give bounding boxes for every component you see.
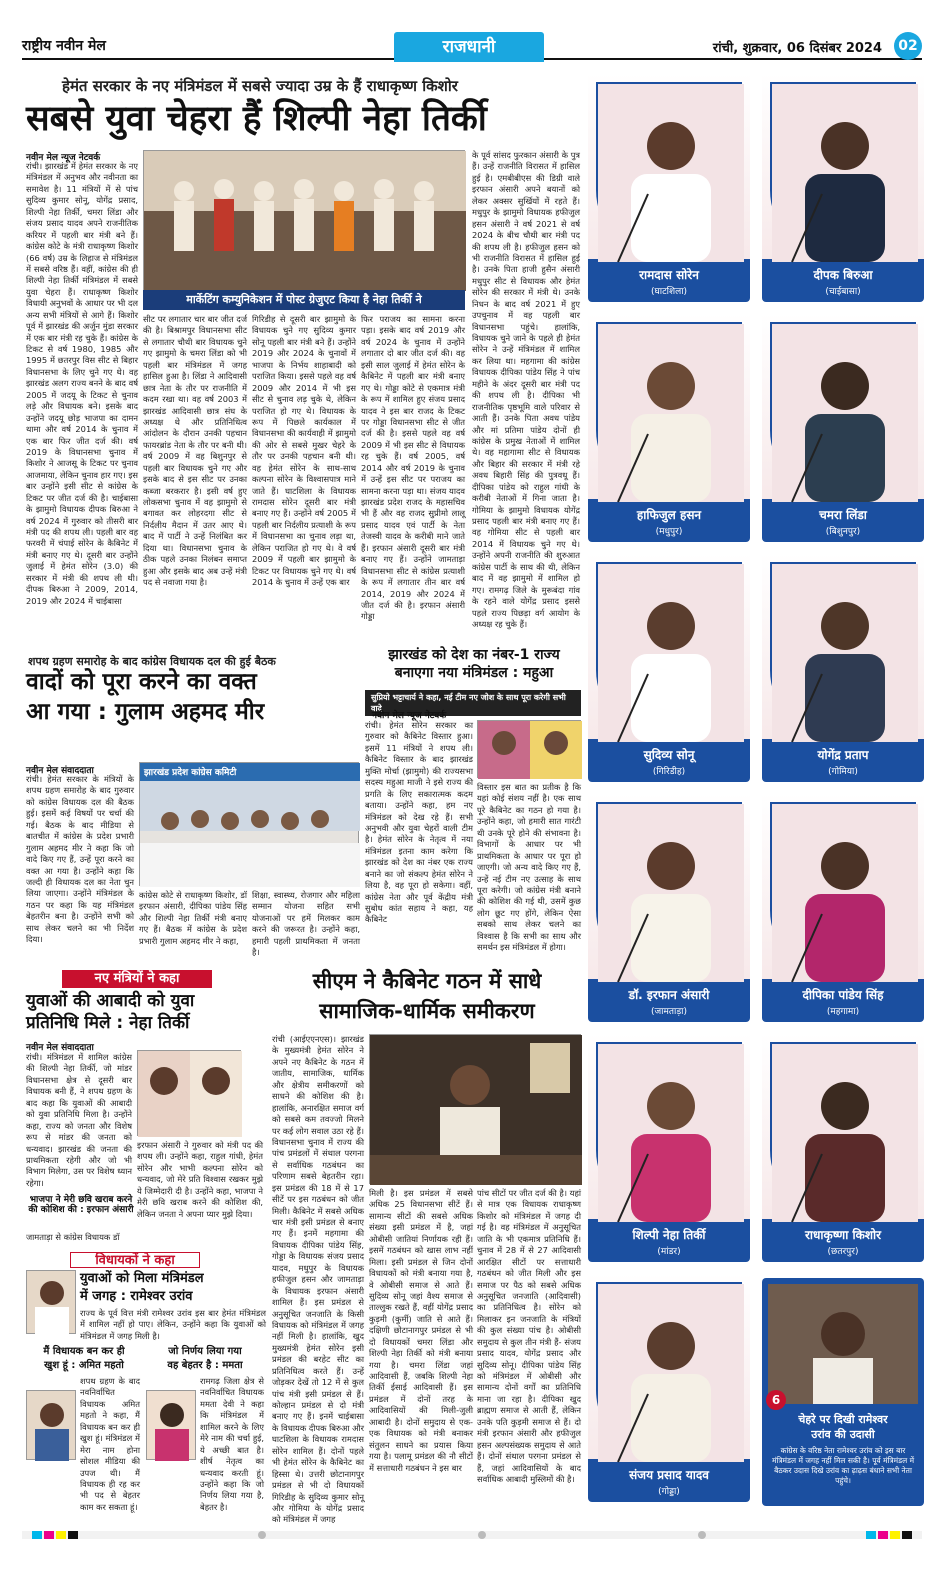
minister-portrait-illustration [772, 804, 918, 982]
story4-subhead: भाजपा ने मेरी छवि खराब करने की कोशिश की : इरफान अंसारी [28, 1195, 134, 1215]
story8-column-3: पांच सीटों पर जीत दर्ज की है। यहां से मात्र एक विधायक राधाकृष्ण किशोर को मंत्रिमंडल में जगह दी गई है। वह मंत्रिमंडल में अनुसूचित जाति के भी एकमात्र प्रतिनिधि हैं। चुनाव में 28 में से 27 आदिवासी आरक्षित सीटों पर सत्ताधारी गठबंधन को जीत मिली और इस समाज पर पैठ को सबसे अधिक अनुसूचित जनजाति (आदिवासी) का प्रतिनिधित्व है। सोरेन को मिलाकर इन जनजाति के मंत्रियों की कुल संख्या पांच है। ओबीसी समुदाय से कुल तीन मंत्री हैं- संजय प्रसाद यादव, योगेंद्र प्रसाद और सुदिव्य सोनू। दीपिका पांडेय सिंह को मंत्रिमंडल में ओबीसी और सामान्य दोनों वर्गों का प्रतिनिधि माना जा रहा है। दीपिका खुद ब्राह्मण समाज से आती हैं, लेकिन उनके पति कुड़मी समाज से हैं। दो मंत्री इरफान अंसारी और हफीजुल हसन अल्पसंख्यक समुदाय से आते हैं। दोनों संथाल परगना प्रमंडल से हैं, जहां आदिवासियों के बाद सर्वाधिक आबादी मुस्लिमों की है। [477, 1188, 581, 1484]
story8-headline-1: सीएम ने कैबिनेट गठन में साधे [312, 969, 542, 993]
rameshwar-photo-illustration [768, 1284, 918, 1404]
portraits-illustration [478, 721, 582, 779]
story3-column-2: विस्तार इस बात का प्रतीक है कि यहां कोई संशय नहीं है। एक साथ पूरे कैबिनेट का गठन हो गया है। उन्होंने कहा, जो हमारी सात गारंटी थी उनके पूरे होने की संभावना है। विभागों के आधार पर भी प्राथमिकता के आधार पर पूरा हो जाएगी। जो अन्य वादे किए गए हैं, उन्हें नई टीम नए उत्साह के साथ पूरा करेगी। जो कांग्रेस मंत्री बनाने की कोशिश की गई थी, उसमें कुछ लोग छूट गए होंगे, लेकिन ऐसा सबको साथ लेकर चलने का विश्वास है कि सभी का साथ और समर्थन इस मंत्रिमंडल में होगा। [477, 782, 581, 953]
minister-constituency: (गिरिडीह) [652, 767, 686, 777]
minister-name: रामदास सोरेन [639, 268, 699, 282]
minister-photo [596, 802, 742, 980]
story4-photo [137, 1050, 241, 1136]
story8-column-2: मिली है। इस प्रमंडल में सबसे अधिक 25 विधानसभा सीटें हैं। सामान्य सीटों की सबसे अधिक संख्या इसी प्रमंडल में है, जहां ओबीसी जातियां निर्णायक रही हैं। इसमें गठबंधन को खास लाभ नहीं मिला। इसी प्रमंडल से जिन दोनों विधायकों को मंत्री बनाया गया है, वे ओबीसी समाज से आते हैं। सुदिव्य सोनू जहां वैश्य समाज से ताल्लुक रखते हैं, वहीं योगेंद्र प्रसाद कुड़मी (कुर्मी) जाति से आते हैं। दक्षिणी छोटानागपुर प्रमंडल से भी दो विधायकों चमरा लिंडा और शिल्पी नेहा तिर्की को मंत्री बनाया गया है। चमरा लिंडा जहां आदिवासी हैं, जबकि शिल्पी नेहा तिर्की ईसाई आदिवासी हैं। इस प्रमंडल में दोनों तरह के आदिवासियों की मिली-जुली आबादी है। दोनों समुदाय से एक-एक विधायक को मंत्री बनाकर संतुलन साधने का प्रयास किया गया है। पलामू प्रमंडल की नौ सीटों में सत्ताधारी गठबंधन ने इस बार [369, 1188, 473, 1473]
section-tab: राजधानी [394, 32, 544, 62]
minister-name: दीपिका पांडेय सिंह [802, 988, 884, 1002]
story2-column-3: शिक्षा, स्वास्थ्य, रोजगार और महिला सम्मान योजना सहित सभी योजनाओं पर हमें मिलकर काम करने की जरूरत है। उन्होंने कहा, हमारी पहली प्राथमिकता में जनता है। [252, 890, 360, 958]
story2-column-2: कांग्रेस कोटे से राधाकृष्ण किशोर, डॉ इरफान अंसारी, दीपिका पांडेय सिंह और शिल्पी नेहा तिर्की मंत्री बनाए गए हैं। बैठक में कांग्रेस के प्रदेश प्रभारी गुलाम अहमद मीर ने कहा, [139, 890, 247, 946]
minister-photo [596, 1042, 742, 1220]
portrait-mamta [147, 1391, 197, 1461]
minister-photo [770, 322, 916, 500]
minister-portrait-illustration [772, 564, 918, 742]
minister-name: डॉ. इरफान अंसारी [628, 988, 710, 1002]
lead-column-4: फिर पराजय का सामना करना पड़ा। इसके बाद वर्ष 2019 और वर्ष 2024 के चुनाव में उन्होंने लगातार दो बार जीत दर्ज की। वह इसी साल जुलाई में हेमंत सोरेन के कैबिनेट में पहली बार मंत्री बनाए गए थे। गोड्डा कोटे से एकमात्र मंत्री के रूप में शामिल हुए संजय प्रसाद यादव ने इस बार राजद के टिकट पर गोड्डा विधानसभा सीट से जीत दर्ज की है। इससे पहले वह वर्ष 2009 में भी इस सीट से विधायक रह चुके हैं। वर्ष 2005, वर्ष 2014 और वर्ष 2019 के चुनाव में उन्हें इस सीट पर पराजय का सामना करना पड़ा था। संजय यादव झारखंड प्रदेश राजद के महासचिव भी हैं और वह राजद सुप्रीमो लालू प्रसाद यादव एवं पार्टी के नेता तेजस्वी यादव के करीबी माने जाते हैं। इरफान अंसारी दूसरी बार मंत्री बनाए गए हैं। उन्होंने जामताड़ा विधानसभा सीट से कांग्रेस प्रत्याशी के रूप में लगातार तीन बार वर्ष 2014, 2019 और 2024 में जीत दर्ज की है। इरफान अंसारी गोड्डा [361, 314, 465, 622]
minister-name: संजय प्रसाद यादव [629, 1468, 709, 1482]
lead-byline: नवीन मेल न्यूज नेटवर्क [26, 153, 101, 163]
minister-card [762, 74, 924, 302]
minister-constituency: (जामताड़ा) [650, 1007, 688, 1017]
story4-headline-1: युवाओं की आबादी को युवा [26, 991, 195, 1011]
lead-headline: सबसे युवा चेहरा हैं शिल्पी नेहा तिर्की [26, 99, 487, 139]
story3-byline: नवीन मेल न्यूज नेटवर्क [372, 711, 447, 721]
minister-constituency: (गोमिया) [828, 767, 858, 777]
lead-kicker: हेमंत सरकार के नए मंत्रिमंडल में सबसे ज्यादा उम्र के हैं राधाकृष्ण किशोर [62, 77, 458, 95]
lead-photo [143, 150, 465, 290]
portrait-rameshwar [27, 1271, 77, 1335]
minister-card [588, 314, 750, 542]
lead-column-1: रांची। झारखंड में हेमंत सरकार के नए मंत्रिमंडल में अनुभव और नवीनता का समावेश है। 11 मंत्रियों में से पांच सुदिव्य कुमार सोनू, योगेंद्र प्रसाद, शिल्पी नेहा तिर्की, चमरा लिंडा और संजय प्रसाद यादव अपने राजनीतिक करियर में पहली बार मंत्री बने हैं। कांग्रेस कोटे के मंत्री राधाकृष्ण किशोर (66 वर्ष) उम्र के लिहाज से मंत्रिमंडल में सबसे वरिष्ठ हैं। वहीं, कांग्रेस की ही शिल्पी नेहा तिर्की मंत्रिमंडल में सबसे युवा चेहरा हैं। राधाकृष्ण किशोर विधायी अनुभवों के आधार पर भी दल अन्य सभी मंत्रियों से आगे हैं। किशोर पूर्व में झारखंड की अर्जुन मुंडा सरकार में एक बार मंत्री रह चुके हैं। कांग्रेस के टिकट से वर्ष 1980, 1985 और 1995 में छतरपुर विस सीट से बिहार विधानसभा के लिए चुने गए थे। वह झारखंड अलग राज्य बनने के बाद वर्ष 2005 में जदयू के टिकट से चुनाव लड़े और विधायक बने। इसके बाद उन्होंने जदयू छोड़ भाजपा का दामन थामा और वर्ष 2014 के चुनाव में एक बार फिर जीत दर्ज की। वर्ष 2019 के विधानसभा चुनाव में किशोर ने आजसू के टिकट पर चुनाव आजमाया, लेकिन चुनाव हार गए। इस बार उन्होंने इसी सीट से कांग्रेस के टिकट पर जीत दर्ज की है। चाईबासा के झामुमो विधायक दीपक बिरुआ ने वर्ष 2024 में गुरुवार को तीसरी बार मंत्री पद की शपथ ली। पहली बार वह फरवरी में चंपाई सोरेन के कैबिनेट में मंत्री बनाए गए थे। दूसरी बार उन्होंने जुलाई में हेमंत सोरेन (3.0) की सरकार में मंत्री की शपथ ली थी। दीपक बिरुआ ने 2009, 2014, 2019 और 2024 में चाईबासा [26, 161, 138, 606]
cm-photo-illustration [370, 1035, 582, 1185]
minister-name: शिल्पी नेहा तिर्की [632, 1228, 706, 1242]
story2-column-1: रांची। हेमंत सरकार के मंत्रियों के शपथ ग्रहण समारोह के बाद गुरुवार को कांग्रेस विधायक दल की बैठक हुई। इसमें कई विषयों पर चर्चा की गई। बैठक के बाद मीडिया से बातचीत में कांग्रेस के प्रदेश प्रभारी गुलाम अहमद मीर ने कहा कि जो वादे किए गए हैं, उन्हें पूरा करने का वक्त आ गया है। उन्होंने कहा कि जल्दी ही विधायक दल का नेता चुन लिया जाएगा। उन्होंने मंत्रिमंडल के गठन पर कहा कि यह मंत्रिमंडल बेहतरीन बना है। उन्होंने सभी को साथ लेकर चलने का भी निर्देश दिया। [26, 774, 134, 945]
paper-name: राष्ट्रीय नवीन मेल [22, 38, 106, 54]
story5-headline-2: में जगह : रामेश्वर उरांव [80, 1289, 193, 1304]
minister-constituency: (बिशुनपुर) [825, 527, 861, 537]
story7-headline-2: वह बेहतर है : ममता [167, 1360, 243, 1371]
story3-subhead: सुप्रियो भट्टाचार्य ने कहा, नई टीम नए जोश के साथ पूरा करेगी सभी वादे [365, 690, 581, 716]
minister-portrait-illustration [598, 84, 744, 262]
page-number: 02 [894, 32, 922, 60]
minister-card [588, 794, 750, 1022]
minister-card [588, 1274, 750, 1502]
minister-name: सुदिव्य सोनू [643, 748, 695, 762]
minister-constituency: (मांडर) [657, 1247, 681, 1257]
minister-photo [770, 562, 916, 740]
story5-headline-1: युवाओं को मिला मंत्रिमंडल [80, 1271, 204, 1286]
story4-column-2: इरफान अंसारी ने गुरुवार को मंत्री पद की शपथ ली। उन्होंने कहा, राहुल गांधी, हेमंत सोरेन और भाभी कल्पना सोरेन को धन्यवाद, जो मेरे प्रति विश्वास रखकर मुझे ये जिम्मेदारी दी है। उन्होंने कहा, भाजपा ने मेरी छवि खराब करने की कोशिश की, लेकिन जनता ने अपना प्यार मुझे दिया। [137, 1140, 263, 1219]
page-reference-badge: 6 [766, 1390, 786, 1410]
story4-headline-2: प्रतिनिधि मिले : नेहा तिर्की [26, 1013, 190, 1033]
minister-name: राधाकृष्णा किशोर [804, 1228, 882, 1242]
story2-headline-2: आ गया : गुलाम अहमद मीर [26, 699, 265, 725]
color-registration-strip [22, 1531, 922, 1539]
story7-headline-1: जो निर्णय लिया गया [168, 1346, 242, 1357]
portraits-illustration-2 [138, 1051, 242, 1137]
minister-portrait-illustration [598, 564, 744, 742]
dateline: रांची, शुक्रवार, 06 दिसंबर 2024 [712, 41, 882, 56]
group-photo-illustration [144, 151, 466, 291]
minister-photo [596, 562, 742, 740]
story6-body: शपथ ग्रहण के बाद नवनिर्वाचित विधायक अमित महतो ने कहा, मैं विधायक बन कर ही खुश हूं। मंत्रिमंडल में मेरा नाम होना सोशल मीडिया की उपज थी। मैं विधायक ही रह कर भी पद से बेहतर काम कर सकता हूं। [80, 1376, 140, 1512]
minister-constituency: (मधुपुर) [655, 527, 683, 537]
story4-subbody: जामताड़ा से कांग्रेस विधायक डॉ [26, 1232, 120, 1242]
minister-card [588, 74, 750, 302]
minister-photo [770, 82, 916, 260]
story8-column-1: रांची (आईएएनएस)। झारखंड के मुख्यमंत्री हेमंत सोरेन ने अपने नए कैबिनेट के गठन में जातीय, सामाजिक, धार्मिक और क्षेत्रीय समीकरणों को साधने की कोशिश की है। हालांकि, अनारक्षित समाज वर्ग को सबसे कम तवज्जो मिलने पर कई लोग सवाल उठा रहे हैं। विधानसभा चुनाव में राज्य की पांच प्रमंडलों में संथाल परगना से सर्वाधिक गठबंधन का परिणाम सबसे बेहतरीन रहा। इस प्रमंडल की 18 में से 17 सीटें पर इस गठबंधन को जीत मिली। कैबिनेट में सबसे अधिक चार मंत्री इसी प्रमंडल से बनाए गए हैं। इनमें महगामा की विधायक दीपिका पांडेय सिंह, गोड्डा के विधायक संजय प्रसाद यादव, मधुपुर के विधायक हफीजुल हसन और जामताड़ा के विधायक इरफान अंसारी शामिल हैं। इस प्रमंडल से अनुसूचित जनजाति के किसी विधायक को मंत्रिमंडल में जगह नहीं मिली है। हालांकि, खुद मुख्यमंत्री हेमंत सोरेन इसी प्रमंडल की बरहेट सीट का प्रतिनिधित्व करते हैं। उन्हें जोड़कर देखें तो 12 में से कुल पांच मंत्री इसी प्रमंडल से हैं। कोल्हान प्रमंडल से दो मंत्री बनाए गए हैं। इनमें चाईबासा के विधायक दीपक बिरुआ और घाटशिला के विधायक रामदास सोरेन शामिल हैं। दोनों पहले भी हेमंत सोरेन के कैबिनेट का हिस्सा थे। उत्तरी छोटानागपुर प्रमंडल से भी दो विधायकों गिरिडीह के सुदिव्य कुमार सोनू और गोमिया के योगेंद्र प्रसाद को मंत्रिमंडल में जगह [272, 1034, 364, 1525]
rameshwar-title-1: चेहरे पर दिखी रामेश्वर [798, 1413, 888, 1426]
minister-constituency: (चाईबासा) [825, 287, 861, 297]
lead-column-3: गिरिडीह से दूसरी बार झामुमो के विधायक चुने गए सुदिव्य कुमार सोनू पहली बार मंत्री बने हैं। उन्होंने 2019 और 2024 के चुनावों में भाजपा के निर्भय शाहाबादी को पराजित किया। इससे पहले वह वर्ष 2009 और 2014 में भी इस सीट से चुनाव लड़ चुके थे, लेकिन पराजित हो गए थे। विधायक के रूप में पिछले कार्यकाल में विधानसभा की कार्यवाही में झामुमो की ओर से सबसे मुखर चेहरे के तौर पर उनकी पहचान बनी थी। वह हेमंत सोरेन के साथ-साथ कल्पना सोरेन के विश्वासपात्र माने जाते हैं। घाटशिला के विधायक रामदास सोरेन दूसरी बार मंत्री बनाए गए हैं। उन्होंने वर्ष 2005 में पहली बार निर्दलीय प्रत्याशी के रूप में विधानसभा का चुनाव लड़ा था, लेकिन पराजित हो गए थे। वे वर्ष 2009 में पहली बार झामुमो के टिकट पर विधायक चुने गए थे। वर्ष 2014 के चुनाव में उन्हें एक बार [252, 314, 356, 588]
story2-photo [139, 762, 359, 886]
minister-name: चमरा लिंडा [819, 508, 867, 522]
minister-card [588, 554, 750, 782]
minister-photo [596, 322, 742, 500]
minister-card [762, 314, 924, 542]
minister-name: दीपक बिरुआ [813, 268, 873, 282]
minister-photo [596, 1282, 742, 1460]
story3-headline-2: बनाएगा नया मंत्रिमंडल : महुआ [394, 665, 554, 681]
meeting-photo-illustration [140, 763, 360, 887]
minister-card [762, 554, 924, 782]
story2-headline-1: वादों को पूरा करने का वक्त [26, 669, 257, 695]
minister-constituency: (घाटशिला) [650, 287, 688, 297]
story6-photo [26, 1390, 76, 1460]
story8-photo [369, 1034, 581, 1184]
minister-portrait-illustration [772, 324, 918, 502]
minister-portrait-illustration [772, 84, 918, 262]
minister-portrait-illustration [772, 1044, 918, 1222]
story6-headline-2: खुश हूं : अमित महतो [44, 1360, 124, 1371]
lead-column-2: सीट पर लगातार चार बार जीत दर्ज की है। बिश्रामपुर विधानसभा सीट से लगातार चौथी बार विधायक चुने गए झामुमो के चमरा लिंडा को भी पहली बार मंत्रिमंडल में जगह हासिल हुआ है। लिंडा ने आदिवासी छात्र नेता के तौर पर राजनीति में कदम रखा था। वह वर्ष 2003 में झारखंड आदिवासी छात्र संघ के अध्यक्ष थे और प्रतिनिधित्व आंदोलन के दौरान उनकी पहचान फायरब्रांड नेता के तौर पर बनी थी। वर्ष 2009 में वह बिशुनपुर से पहली बार विधायक चुने गए और इसके बाद से इस सीट पर उनका कब्जा बरकरार है। इसी वर्ष हुए लोकसभा चुनाव में वह झामुमो से बगावत कर लोहरदगा सीट से निर्दलीय मैदान में उतर आए थे। बाद में पार्टी ने उन्हें निलंबित कर दिया था। विधानसभा चुनाव के ठीक पहले उनका निलंबन समाप्त हुआ और इसके बाद अब उन्हें मंत्री पद से नवाजा गया है। [143, 314, 247, 588]
story4-column-1: रांची। मंत्रिमंडल में शामिल कांग्रेस की शिल्पी नेहा तिर्की, जो मांडर विधानसभा क्षेत्र से दूसरी बार विधायक बनी हैं, ने शपथ ग्रहण के बाद कहा कि युवाओं की आबादी को युवा प्रतिनिधि मिला है। उन्होंने कहा, राज्य को जनता और विशेष रूप से मांडर की जनता को धन्यवाद। झारखंड की जनता की प्राथमिकता रहेगी और जो भी विभाग मिलेगा, उस पर विशेष ध्यान रहेगा। [26, 1052, 132, 1188]
story2-photo-label: झारखंड प्रदेश कांग्रेस कमिटी [144, 768, 237, 778]
minister-constituency: (महगामा) [826, 1007, 860, 1017]
rameshwar-title-2: उरांव की उदासी [811, 1428, 875, 1441]
footer-color-strip [22, 1524, 922, 1532]
minister-portrait-illustration [598, 1044, 744, 1222]
portrait-amit [27, 1391, 77, 1461]
rameshwar-body: कांग्रेस के वरिष्ठ नेता रामेश्वर उरांव को इस बार मंत्रिमंडल में जगह नहीं मिल सकी है। पूर्व मंत्रिमंडल में बैठकर उदास दिखे उरांव का ढ़ाढ़स बंधाने सभी नेता पहुंचे। [771, 1446, 915, 1486]
page-header [22, 32, 922, 66]
minister-card [762, 1034, 924, 1262]
story2-kicker: शपथ ग्रहण समारोह के बाद कांग्रेस विधायक दल की हुई बैठक [28, 655, 276, 668]
minister-photo [596, 82, 742, 260]
story2-byline: नवीन मेल संवाददाता [26, 766, 94, 776]
rameshwar-card [762, 1278, 924, 1506]
minister-name: योगेंद्र प्रताप [817, 748, 869, 762]
story7-body: रामगढ़ जिला क्षेत्र से नवनिर्वाचित विधायक ममता देवी ने कहा कि मंत्रिमंडल में शामिल करने के लिए मेरे नाम की चर्चा हुई, ये अच्छी बात है। शीर्ष नेतृत्व का धन्यवाद करती हूं। उन्होंने कहा कि जो निर्णय लिया गया है, बेहतर है। [200, 1376, 264, 1512]
minister-card [762, 794, 924, 1022]
story4-byline: नवीन मेल संवाददाता [26, 1043, 94, 1053]
story6-headline-1: मैं विधायक बन कर ही [43, 1346, 125, 1357]
minister-photo [770, 1042, 916, 1220]
minister-constituency: (गोड्डा) [658, 1487, 680, 1497]
lead-column-5: के पूर्व सांसद फुरकान अंसारी के पुत्र हैं। उन्हें राजनीति विरासत में हासिल हुई है। एमबीबीएस की डिग्री वाले इरफान अंसारी अपने बयानों को लेकर अक्सर सुर्खियों में रहते हैं। मधुपुर के झामुमो विधायक हफीजुल हसन अंसारी ने वर्ष 2021 से वर्ष 2024 के बीच चौथी बार मंत्री पद की शपथ ली है। हफीजुल हसन को भी राजनीति विरासत में हासिल हुई है। उनके पिता हाजी हुसैन अंसारी मधुपुर सीट से विधायक और हेमंत सोरेन की सरकार में मंत्री थे। उनके निधन के बाद वर्ष 2021 में हुए उपचुनाव में वह पहली बार विधानसभा पहुंचे। हालांकि, विधायक चुने जाने के पहले ही हेमंत सोरेन ने उन्हें मंत्रिमंडल में शामिल कर लिया था। महगामा की कांग्रेस विधायक दीपिका पांडेय सिंह ने पांच महीने के अंदर दूसरी बार मंत्री पद की शपथ ली है। दीपिका भी राजनीतिक पृष्ठभूमि वाले परिवार से आती हैं। उनके पिता अवध पांडेय और मां प्रतिमा पांडेय दोनों ही कांग्रेस के प्रमुख नेताओं में शामिल थे। वह महागामा सीट से विधायक और बिहार की सरकार में मंत्री रहे अवध बिहारी सिंह की पुत्रवधू हैं। दीपिका पांडेय को राहुल गांधी के करीबी नेताओं में गिना जाता है। गोमिया के झामुमो विधायक योगेंद्र प्रसाद पहली बार मंत्री बनाए गए हैं। वह गोमिया सीट से पहली बार 2014 में विधायक चुने गए थे। उन्होंने अपनी राजनीति की शुरुआत कांग्रेस पार्टी के साथ की थी, लेकिन बाद में वह झामुमो में शामिल हो गए। रामगढ़ जिले के मुरूबंदा गांव के रहने वाले योगेंद्र प्रसाद इससे पहले राज्य पिछड़ा वर्ग आयोग के अध्यक्ष रह चुके हैं। [472, 150, 580, 629]
lead-photo-caption: मार्केटिंग कम्युनिकेशन में पोस्ट ग्रेजुएट किया है नेहा तिर्की ने [143, 290, 465, 310]
minister-portrait-illustration [598, 324, 744, 502]
story5-tag: विधायकों ने कहा [70, 1252, 200, 1268]
story7-photo [146, 1390, 196, 1460]
minister-name: हाफिजुल हसन [636, 508, 702, 522]
minister-photo [770, 802, 916, 980]
story4-tag: नए मंत्रियों ने कहा [62, 970, 212, 988]
rameshwar-photo [768, 1284, 918, 1404]
minister-portrait-illustration [598, 804, 744, 982]
minister-card [588, 1034, 750, 1262]
story3-headline-1: झारखंड को देश का नंबर-1 राज्य [388, 647, 560, 663]
story3-column-1: रांची। हेमंत सोरेन सरकार का गुरुवार को कैबिनेट विस्तार हुआ। इसमें 11 मंत्रियों ने शपथ ली। कैबिनेट विस्तार के बाद झारखंड मुक्ति मोर्चा (झामुमो) की राज्यसभा सदस्य महुआ माजी ने इसे राज्य की प्रगति के लिए सकारात्मक कदम बताया। उन्होंने कहा, हम नए मंत्रिमंडल को देख रहे हैं। सभी अनुभवी और युवा चेहरों वाली टीम है। हेमंत सोरेन के नेतृत्व में नया मंत्रिमंडल इतना काम करेगा कि झारखंड को देश का नंबर एक राज्य बनाने का जो संकल्प हेमंत सोरेन ने लिया है, वह पूरा हो सकेगा। वहीं, कांग्रेस नेता और पूर्व केंद्रीय मंत्री सुबोध कांत सहाय ने कहा, यह कैबिनेट [365, 720, 473, 925]
minister-portrait-illustration [598, 1284, 744, 1462]
story3-photo [477, 720, 581, 778]
story8-headline-2: सामाजिक-धार्मिक समीकरण [319, 999, 535, 1023]
story5-photo [26, 1270, 76, 1334]
minister-constituency: (छतरपुर) [827, 1247, 859, 1257]
story5-body: राज्य के पूर्व वित्त मंत्री रामेश्वर उरांव इस बार हेमंत मंत्रिमंडल में शामिल नहीं हो पाए। लेकिन, उन्होंने कहा कि युवाओं को मंत्रिमंडल में जगह मिली है। [80, 1308, 266, 1341]
